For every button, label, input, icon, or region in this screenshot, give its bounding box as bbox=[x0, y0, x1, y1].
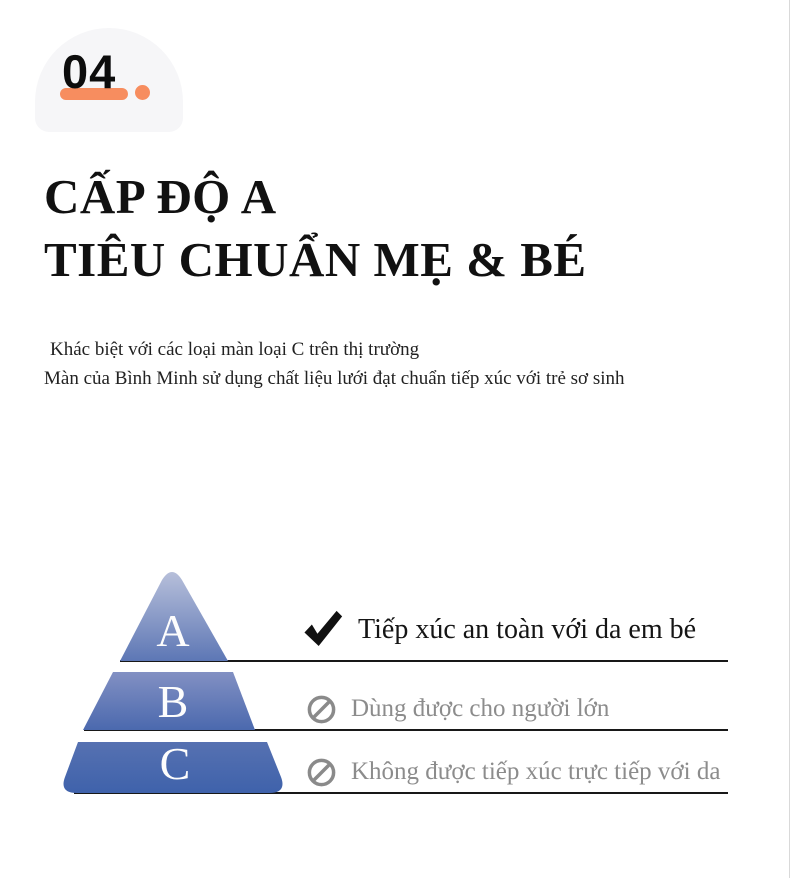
prohibited-icon bbox=[306, 694, 337, 725]
page-title bbox=[44, 165, 587, 291]
check-icon bbox=[302, 609, 344, 651]
level-c-note-row bbox=[306, 755, 720, 789]
subtitle-line1: Khác biệt với các loại màn loại C trên thị trường bbox=[50, 339, 420, 360]
level-a-note: Tiếp xúc an toàn với da em bé bbox=[358, 614, 697, 645]
badge-accent-dot bbox=[135, 85, 150, 100]
subtitle-line2: Màn của Bình Minh sử dụng chất liệu lưới đạt chuẩn tiếp xúc với trẻ sơ sinh bbox=[44, 368, 625, 389]
section-number: 04 bbox=[62, 45, 117, 98]
pyramid-diagram bbox=[55, 566, 291, 798]
section-number-badge bbox=[35, 28, 183, 132]
page-title-line1: CẤP ĐỘ A bbox=[44, 169, 277, 224]
level-c-note: Không được tiếp xúc trực tiếp với da bbox=[351, 758, 721, 785]
level-b-note-row bbox=[306, 692, 609, 726]
level-a-note-row bbox=[302, 608, 696, 652]
page-title-line2: TIÊU CHUẨN MẸ & BÉ bbox=[44, 232, 587, 287]
level-b-note: Dùng được cho người lớn bbox=[351, 695, 610, 722]
pyramid-level-a-label: A bbox=[156, 605, 190, 656]
prohibited-icon bbox=[306, 757, 337, 788]
pyramid-level-b-label: B bbox=[157, 676, 189, 727]
pyramid-level-c-label: C bbox=[159, 738, 191, 789]
